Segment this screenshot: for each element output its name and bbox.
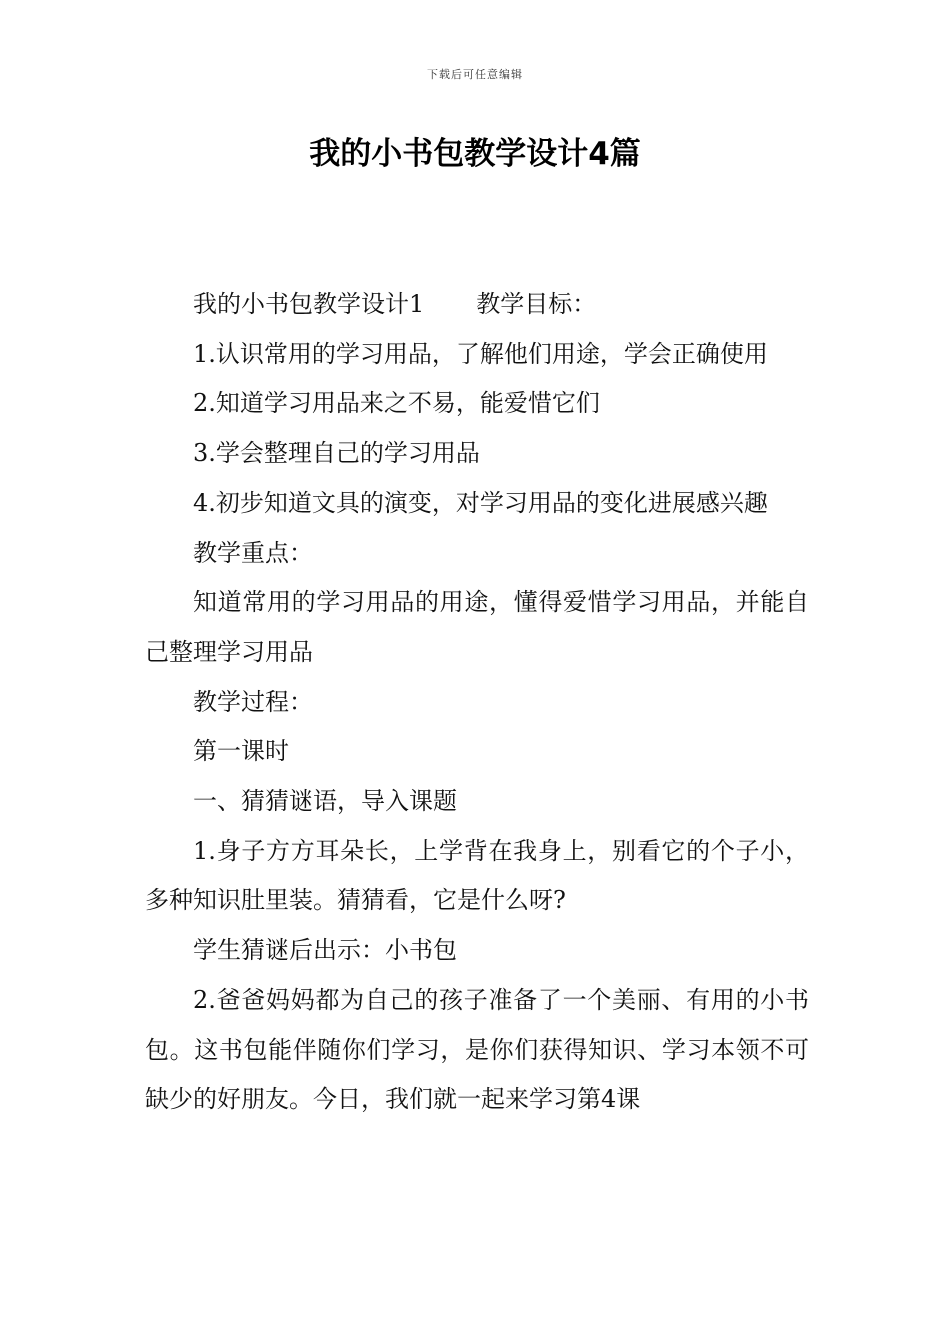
section-heading-line [145, 280, 809, 330]
lesson-label: 第一课时 [193, 737, 289, 766]
objectives-label: 教学目标： [476, 290, 597, 318]
key-points-label: 教学重点： [193, 538, 313, 567]
objective-item-1: 1.认识常用的学习用品，了解他们用途，学会正确使用 [193, 339, 768, 368]
process-label: 教学过程： [193, 687, 313, 716]
header-note: 下载后可任意编辑 [427, 68, 523, 81]
key-points-text: 知道常用的学习用品的用途，懂得爱惜学习用品，并能自己整理学习用品 [145, 588, 809, 666]
step-heading: 一、猜猜谜语，导入课题 [193, 787, 457, 816]
objective-item-3: 3.学会整理自己的学习用品 [193, 439, 480, 468]
intro-paragraph: 2.爸爸妈妈都为自己的孩子准备了一个美丽、有用的小书包。这书包能伴随你们学习，是你们获得知识、学习本领不可缺少的好朋友。今日，我们就一起来学习第4课 [145, 985, 809, 1114]
document-body [145, 280, 809, 1125]
section-heading: 我的小书包教学设计1 [193, 290, 425, 318]
objective-item-2: 2.知道学习用品来之不易，能爱惜它们 [193, 389, 600, 418]
objective-item-4: 4.初步知道文具的演变，对学习用品的变化进展感兴趣 [193, 488, 768, 517]
riddle-paragraph: 1.身子方方耳朵长，上学背在我身上，别看它的个子小，多种知识肚里装。猜猜看，它是什么呀? [145, 836, 809, 915]
riddle-answer: 学生猜谜后出示：小书包 [193, 936, 457, 965]
document-title: 我的小书包教学设计4篇 [309, 136, 641, 172]
